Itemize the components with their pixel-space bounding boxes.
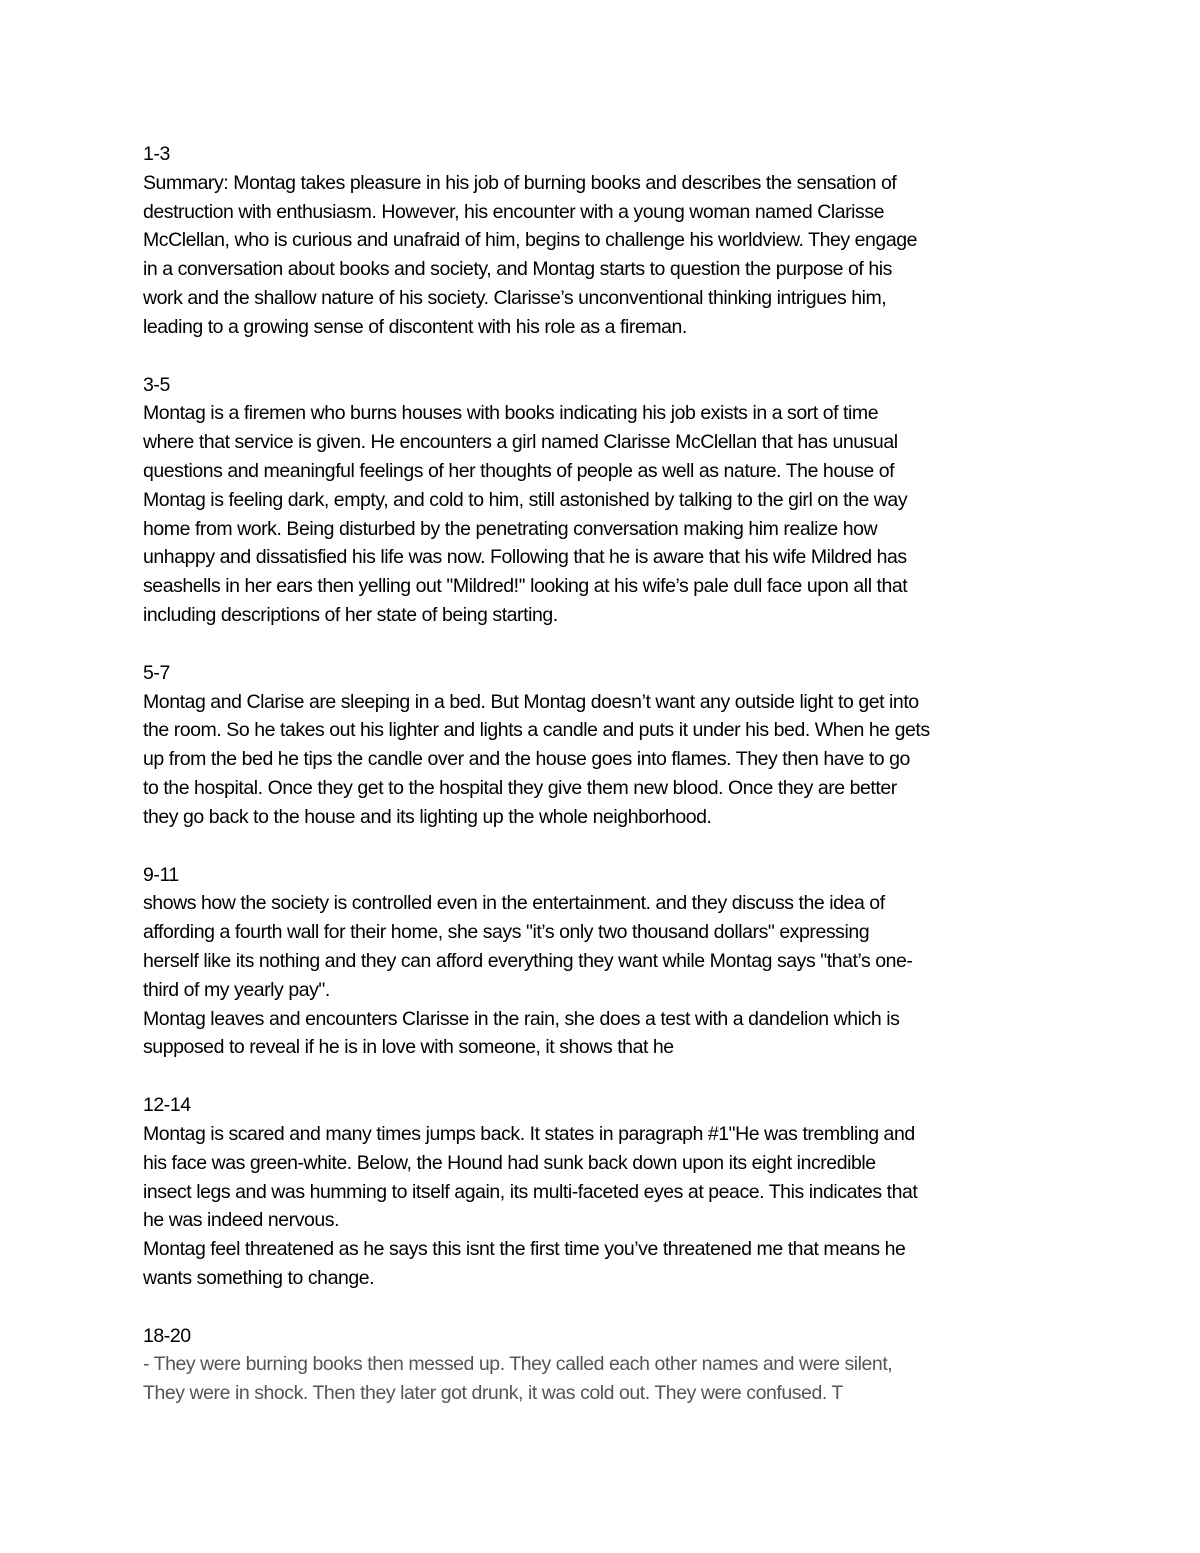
paragraph-line: to the hospital. Once they get to the hospital they give them new blood. Once they are better <box>143 776 897 799</box>
paragraph-line: Montag is scared and many times jumps back. It states in paragraph #1"He was trembling and <box>143 1122 915 1145</box>
section-12-14 <box>143 1091 1073 1293</box>
paragraph-line: his face was green-white. Below, the Hound had sunk back down upon its eight incredible <box>143 1151 876 1174</box>
section-9-11 <box>143 861 1073 1063</box>
paragraph-line: destruction with enthusiasm. However, his encounter with a young woman named Clarisse <box>143 200 885 223</box>
paragraph-line: Montag leaves and encounters Clarisse in the rain, she does a test with a dandelion which is <box>143 1007 900 1030</box>
section-heading: 1-3 <box>143 143 170 165</box>
paragraph-line: he was indeed nervous. <box>143 1209 340 1232</box>
section-18-20 <box>143 1322 1073 1408</box>
paragraph-line: herself like its nothing and they can afford everything they want while Montag says "that’s one- <box>143 949 913 972</box>
paragraph-line: the room. So he takes out his lighter and lights a candle and puts it under his bed. When he gets <box>143 719 930 742</box>
section-1-3 <box>143 140 1073 342</box>
paragraph-line: in a conversation about books and society, and Montag starts to question the purpose of his <box>143 258 892 281</box>
paragraph-line: shows how the society is controlled even in the entertainment. and they discuss the idea of <box>143 892 885 915</box>
section-heading: 5-7 <box>143 661 170 684</box>
section-heading: 3-5 <box>143 373 170 396</box>
paragraph-line: questions and meaningful feelings of her thoughts of people as well as nature. The house of <box>143 459 895 482</box>
paragraph-line: Montag and Clarise are sleeping in a bed. But Montag doesn’t want any outside light to get into <box>143 690 919 713</box>
section-heading: 9-11 <box>143 863 179 886</box>
paragraph-line: insect legs and was humming to itself again, its multi-faceted eyes at peace. This indicates that <box>143 1180 918 1203</box>
paragraph-line: home from work. Being disturbed by the penetrating conversation making him realize how <box>143 517 878 540</box>
paragraph-line: third of my yearly pay". <box>143 978 330 1001</box>
paragraph-line: Montag is feeling dark, empty, and cold to him, still astonished by talking to the girl on the way <box>143 488 908 511</box>
section-3-5 <box>143 371 1073 630</box>
paragraph-line: supposed to reveal if he is in love with someone, it shows that he <box>143 1036 674 1059</box>
paragraph-line: They were in shock. Then they later got drunk, it was cold out. They were confused. T <box>143 1382 843 1405</box>
paragraph-line: Summary: Montag takes pleasure in his job of burning books and describes the sensation of <box>143 171 897 194</box>
paragraph-line: Montag feel threatened as he says this isnt the first time you’ve threatened me that means he <box>143 1238 906 1261</box>
section-5-7 <box>143 659 1073 832</box>
section-heading: 12-14 <box>143 1094 191 1117</box>
paragraph-line: they go back to the house and its lighting up the whole neighborhood. <box>143 805 712 828</box>
paragraph-line: seashells in her ears then yelling out ''Mildred!'' looking at his wife’s pale dull face upon all that <box>143 575 908 598</box>
paragraph-line: work and the shallow nature of his society. Clarisse’s unconventional thinking intrigues him, <box>143 286 887 309</box>
paragraph-line: including descriptions of her state of being starting. <box>143 603 558 626</box>
paragraph-line: wants something to change. <box>143 1266 375 1289</box>
paragraph-line: McClellan, who is curious and unafraid of him, begins to challenge his worldview. They engage <box>143 229 917 252</box>
section-heading: 18-20 <box>143 1324 191 1347</box>
document-page <box>143 140 1073 1437</box>
paragraph-line: where that service is given. He encounters a girl named Clarisse McClellan that has unusual <box>143 431 898 454</box>
paragraph-line: unhappy and dissatisfied his life was now. Following that he is aware that his wife Mildred has <box>143 546 907 569</box>
paragraph-line: - They were burning books then messed up. They called each other names and were silent, <box>143 1353 893 1376</box>
paragraph-line: Montag is a firemen who burns houses with books indicating his job exists in a sort of time <box>143 402 879 425</box>
paragraph-line: leading to a growing sense of discontent with his role as a fireman. <box>143 315 687 338</box>
paragraph-line: up from the bed he tips the candle over and the house goes into flames. They then have to go <box>143 748 910 771</box>
paragraph-line: affording a fourth wall for their home, she says "it’s only two thousand dollars" expressing <box>143 921 870 944</box>
